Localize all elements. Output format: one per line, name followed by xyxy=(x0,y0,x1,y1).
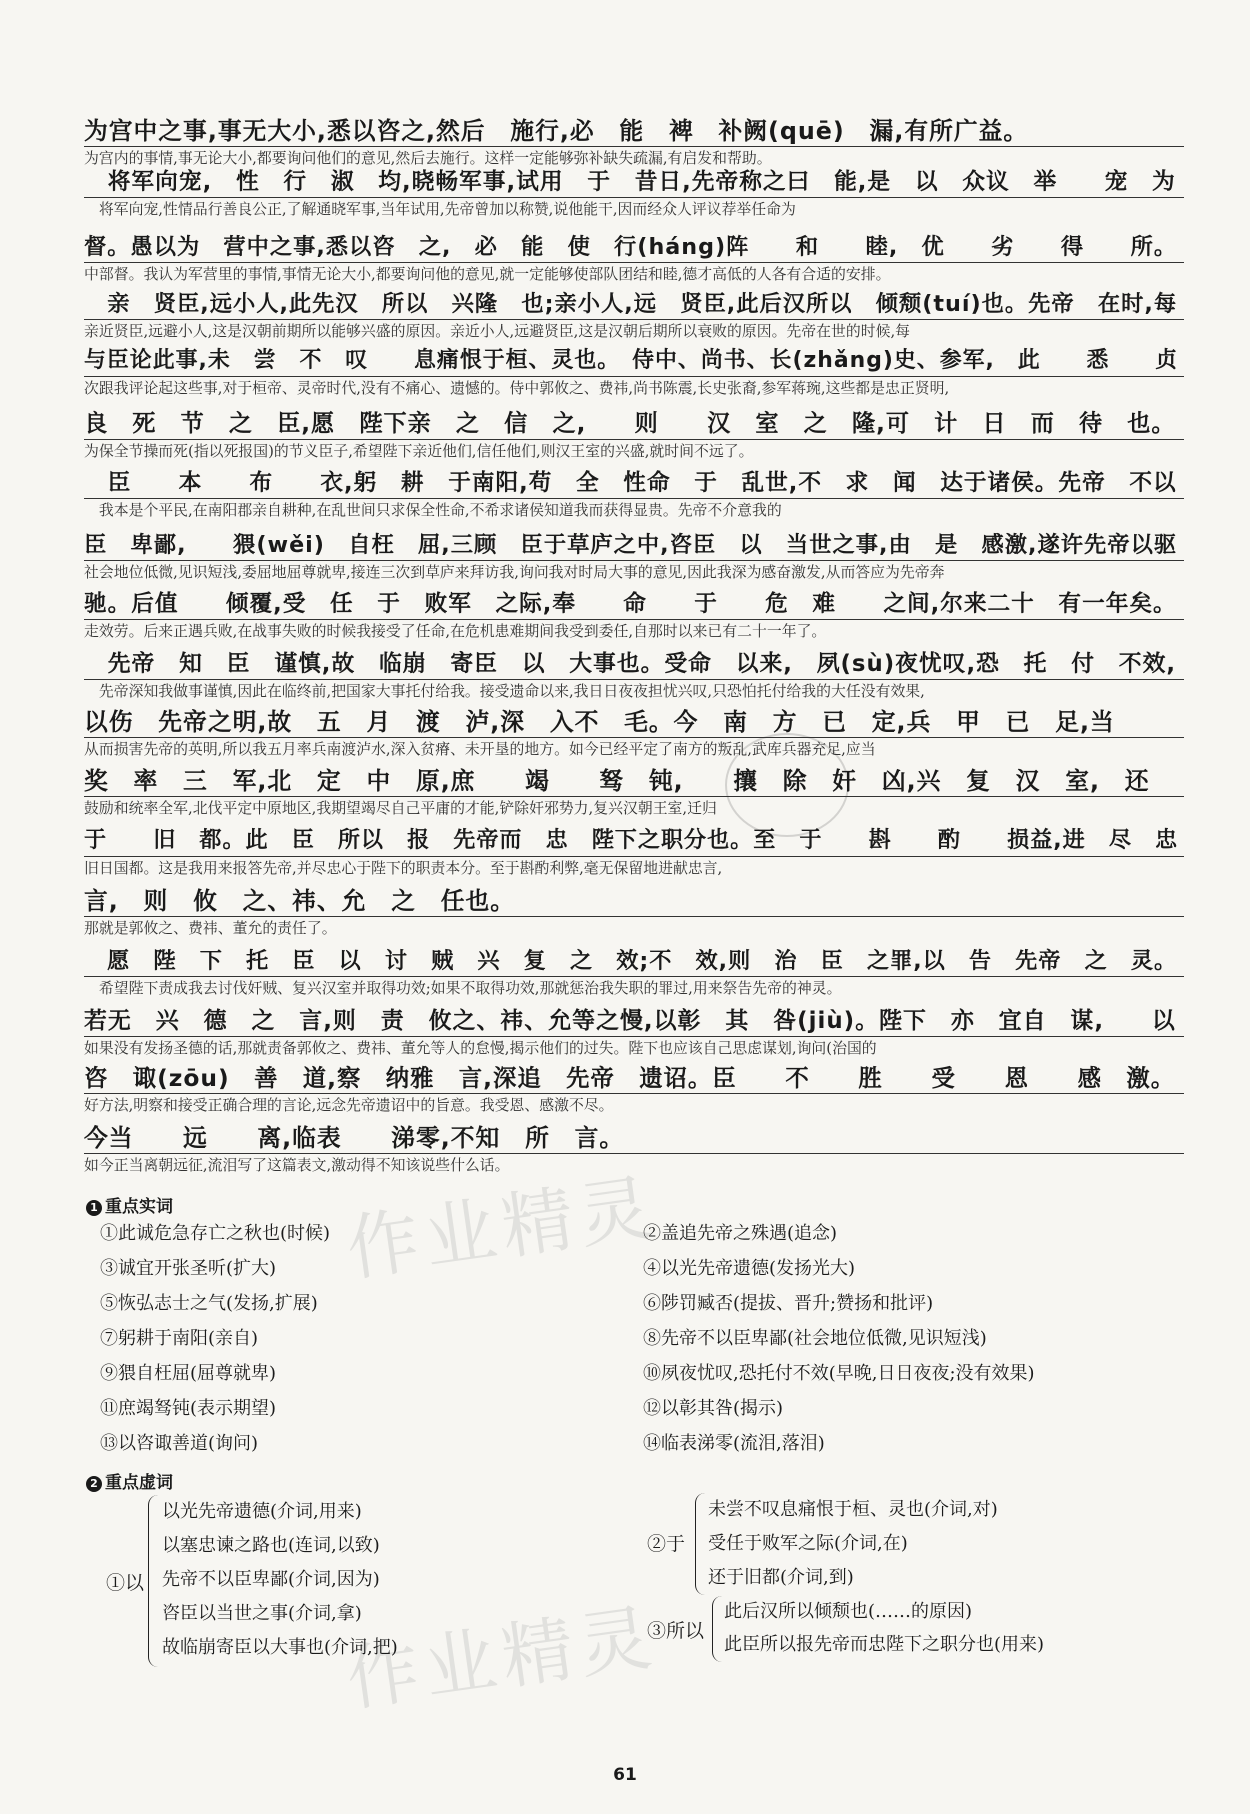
function-word-usage: 咨臣以当世之事(介词,拿) xyxy=(162,1603,362,1624)
original-text-line: 将军向宠, 性 行 淑 均,晓畅军事,试用 于 昔日,先帝称之曰 能,是 以 众议 举 宠 为 xyxy=(84,169,1176,195)
translation-line: 将军向宠,性情品行善良公正,了解通晓军事,当年试用,先帝曾加以称赞,说他能干,因而经众人评议荐举任命为 xyxy=(84,197,1184,219)
original-text-line: 驰。后值 倾覆,受 任 于 败军 之际,奉 命 于 危 难 之间,尔来二十 有一年矣。 xyxy=(84,591,1177,617)
function-word-yu-label: ②于 xyxy=(647,1533,686,1555)
translation-line: 那就是郭攸之、费祎、董允的责任了。 xyxy=(84,916,1184,938)
brace xyxy=(148,1495,159,1667)
translation-line: 先帝深知我做事谨慎,因此在临终前,把国家大事托付给我。接受遗命以来,我日日夜夜担忧兴叹,只恐怕托付给我的大任没有效果, xyxy=(84,679,1184,701)
passage-line xyxy=(84,1123,1184,1175)
translation-line: 社会地位低微,见识短浅,委屈地屈尊就卑,接连三次到草庐来拜访我,询问我对时局大事的意见,因此我深为感奋激发,从而答应为先帝奔 xyxy=(84,560,1184,582)
original-text-line: 奖 率 三 军,北 定 中 原,庶 竭 驽 钝, 攘 除 奸 凶,兴 复 汉 室, 还 xyxy=(84,767,1150,795)
passage-line xyxy=(84,468,1184,520)
translation-line: 好方法,明察和接受正确合理的言论,远念先帝遗诏中的旨意。我受恩、感激不尽。 xyxy=(84,1093,1184,1115)
content-word-item: ⑨猥自枉屈(屈尊就卑) xyxy=(100,1363,277,1384)
function-word-usage: 以塞忠谏之路也(连词,以致) xyxy=(162,1535,380,1556)
function-word-usage: 以光先帝遗德(介词,用来) xyxy=(162,1501,362,1522)
original-text-line: 为宫中之事,事无大小,悉以咨之,然后 施行,必 能 裨 补阙(quē) 漏,有所广益。 xyxy=(84,117,1029,145)
passage-line xyxy=(84,289,1184,341)
function-word-usage: 故临崩寄臣以大事也(介词,把) xyxy=(162,1637,398,1658)
passage-line xyxy=(84,116,1184,168)
original-text-line: 督。愚以为 营中之事,悉以咨 之, 必 能 使 行(háng)阵 和 睦, 优 劣 得 所。 xyxy=(84,234,1178,260)
section-number-badge: 2 xyxy=(86,1476,102,1492)
passage-line xyxy=(84,649,1184,701)
content-word-item: ⑫以彰其咎(揭示) xyxy=(643,1398,784,1419)
content-word-item: ⑭临表涕零(流泪,落泪) xyxy=(643,1433,825,1454)
original-text-line: 臣 卑鄙, 猥(wěi) 自枉 屈,三顾 臣于草庐之中,咨臣 以 当世之事,由 是 感激,遂许先帝以驱 xyxy=(84,532,1178,558)
original-text-line: 今当 远 离,临表 涕零,不知 所 言。 xyxy=(84,1124,625,1152)
function-word-yi-label: ①以 xyxy=(106,1572,145,1594)
function-word-usage: 先帝不以臣卑鄙(介词,因为) xyxy=(162,1569,380,1590)
brace xyxy=(695,1493,706,1595)
content-word-item: ⑬以咨诹善道(询问) xyxy=(100,1433,259,1454)
passage-line xyxy=(84,766,1184,818)
original-text-line: 言, 则 攸 之、祎、允 之 任也。 xyxy=(84,887,516,915)
function-word-usage: 未尝不叹息痛恨于桓、灵也(介词,对) xyxy=(708,1499,998,1520)
section-title: 重点虚词 xyxy=(105,1473,173,1493)
translation-line: 我本是个平民,在南阳郡亲自耕种,在乱世间只求保全性命,不希求诸侯知道我而获得显贵。先帝不介意我的 xyxy=(84,498,1184,520)
translation-line: 中部督。我认为军营里的事情,事情无论大小,都要询问他的意见,就一定能够使部队团结和睦,德才高低的人各有合适的安排。 xyxy=(84,262,1184,284)
original-text-line: 与臣论此事,未 尝 不 叹 息痛恨于桓、灵也。 侍中、尚书、长(zhǎng)史、参军, 此 悉 贞 xyxy=(84,348,1179,373)
section-title: 重点实词 xyxy=(105,1197,173,1217)
page-number: 61 xyxy=(613,1765,637,1785)
original-text-line: 臣 本 布 衣,躬 耕 于南阳,苟 全 性命 于 乱世,不 求 闻 达于诸侯。先帝 不以 xyxy=(84,470,1177,496)
passage-line xyxy=(84,1063,1184,1115)
passage-line xyxy=(84,589,1184,641)
translation-line: 旧日国都。这是我用来报答先帝,并尽忠心于陛下的职责本分。至于斟酌利弊,毫无保留地进献忠言, xyxy=(84,856,1184,878)
watermark: 作业精灵 xyxy=(341,1594,663,1722)
passage-line xyxy=(84,886,1184,938)
content-word-item: ⑦躬耕于南阳(亲自) xyxy=(100,1328,259,1349)
content-word-item: ⑧先帝不以臣卑鄙(社会地位低微,见识短浅) xyxy=(643,1328,987,1349)
content-word-item: ④以光先帝遗德(发扬光大) xyxy=(643,1258,856,1279)
function-word-suoyi-label: ③所以 xyxy=(647,1620,705,1642)
passage-line xyxy=(84,167,1184,219)
passage-line xyxy=(84,707,1184,759)
translation-line: 鼓励和统率全军,北伐平定中原地区,我期望竭尽自己平庸的才能,铲除奸邪势力,复兴汉朝王室,迁归 xyxy=(84,796,1184,818)
original-text-line: 于 旧 都。此 臣 所以 报 先帝而 忠 陛下之职分也。至 于 斟 酌 损益,进 尽 忠 xyxy=(84,828,1179,853)
original-text-line: 亲 贤臣,远小人,此先汉 所以 兴隆 也;亲小人,远 贤臣,此后汉所以 倾颓(tuí)也。先帝 在时,每 xyxy=(84,291,1178,317)
passage-line xyxy=(84,946,1184,998)
original-text-line: 良 死 节 之 臣,愿 陛下亲 之 信 之, 则 汉 室 之 隆,可 计 日 而 待 也。 xyxy=(84,411,1176,437)
translation-line: 次跟我评论起这些事,对于桓帝、灵帝时代,没有不痛心、遗憾的。侍中郭攸之、费祎,尚书陈震,长史张裔,参军蒋琬,这些都是忠正贤明, xyxy=(84,376,1184,398)
content-word-item: ①此诚危急存亡之秋也(时候) xyxy=(100,1223,331,1244)
translation-line: 希望陛下责成我去讨伐奸贼、复兴汉室并取得功效;如果不取得功效,那就惩治我失职的罪过,用来祭告先帝的神灵。 xyxy=(84,976,1184,998)
function-word-usage: 受任于败军之际(介词,在) xyxy=(708,1533,908,1554)
passage-line xyxy=(84,409,1184,461)
section-number-badge: 1 xyxy=(86,1200,102,1216)
passage-line xyxy=(84,232,1184,284)
content-word-item: ⑩夙夜忧叹,恐托付不效(早晚,日日夜夜;没有效果) xyxy=(643,1363,1035,1384)
section-heading-key-function-words xyxy=(86,1468,173,1493)
original-text-line: 咨 诹(zōu) 善 道,察 纳雅 言,深追 先帝 遗诏。臣 不 胜 受 恩 感 激。 xyxy=(84,1064,1176,1092)
translation-line: 如果没有发扬圣德的话,那就责备郭攸之、费祎、董允等人的怠慢,揭示他们的过失。陛下也应该自己思虑谋划,询问(治国的 xyxy=(84,1036,1184,1058)
translation-line: 亲近贤臣,远避小人,这是汉朝前期所以能够兴盛的原因。亲近小人,远避贤臣,这是汉朝后期所以衰败的原因。先帝在世的时候,每 xyxy=(84,319,1184,341)
passage-line xyxy=(84,346,1184,398)
passage-line xyxy=(84,826,1184,878)
translation-line: 为宫内的事情,事无论大小,都要询问他们的意见,然后去施行。这样一定能够弥补缺失疏漏,有启发和帮助。 xyxy=(84,146,1184,168)
original-text-line: 愿 陛 下 托 臣 以 讨 贼 兴 复 之 效;不 效,则 治 臣 之罪,以 告 先帝 之 灵。 xyxy=(84,948,1178,974)
original-text-line: 以伤 先帝之明,故 五 月 渡 泸,深 入不 毛。今 南 方 已 定,兵 甲 已 足,当 xyxy=(84,708,1115,736)
content-word-item: ③诚宜开张圣听(扩大) xyxy=(100,1258,277,1279)
translation-line: 走效劳。后来正遇兵败,在战事失败的时候我接受了任命,在危机患难期间我受到委任,自那时以来已有二十一年了。 xyxy=(84,619,1184,641)
translation-line: 如今正当离朝远征,流泪写了这篇表文,激动得不知该说些什么话。 xyxy=(84,1153,1184,1175)
function-word-usage: 还于旧都(介词,到) xyxy=(708,1567,854,1588)
brace xyxy=(712,1596,723,1662)
function-word-usage: 此臣所以报先帝而忠陛下之职分也(用来) xyxy=(724,1634,1045,1655)
content-word-item: ⑪庶竭驽钝(表示期望) xyxy=(100,1398,277,1419)
content-word-item: ②盖追先帝之殊遇(追念) xyxy=(643,1223,838,1244)
section-heading-key-content-words xyxy=(86,1192,173,1217)
content-word-item: ⑥陟罚臧否(提拔、晋升;赞扬和批评) xyxy=(643,1293,934,1314)
translation-line: 为保全节操而死(指以死报国)的节义臣子,希望陛下亲近他们,信任他们,则汉王室的兴盛,就时间不远了。 xyxy=(84,439,1184,461)
content-word-item: ⑤恢弘志士之气(发扬,扩展) xyxy=(100,1293,318,1314)
function-word-usage: 此后汉所以倾颓也(……的原因) xyxy=(724,1601,973,1622)
translation-line: 从而损害先帝的英明,所以我五月率兵南渡泸水,深入贫瘠、未开垦的地方。如今已经平定了南方的叛乱,武库兵器充足,应当 xyxy=(84,737,1184,759)
passage-line xyxy=(84,1006,1184,1058)
original-text-line: 若无 兴 德 之 言,则 责 攸之、祎、允等之慢,以彰 其 咎(jiù)。陛下 亦 宜自 谋, 以 xyxy=(84,1008,1176,1034)
watermark: 作业精灵 xyxy=(341,1164,663,1292)
passage-line xyxy=(84,530,1184,582)
original-text-line: 先帝 知 臣 谨慎,故 临崩 寄臣 以 大事也。受命 以来, 夙(sù)夜忧叹,恐 托 付 不效, xyxy=(84,651,1177,677)
